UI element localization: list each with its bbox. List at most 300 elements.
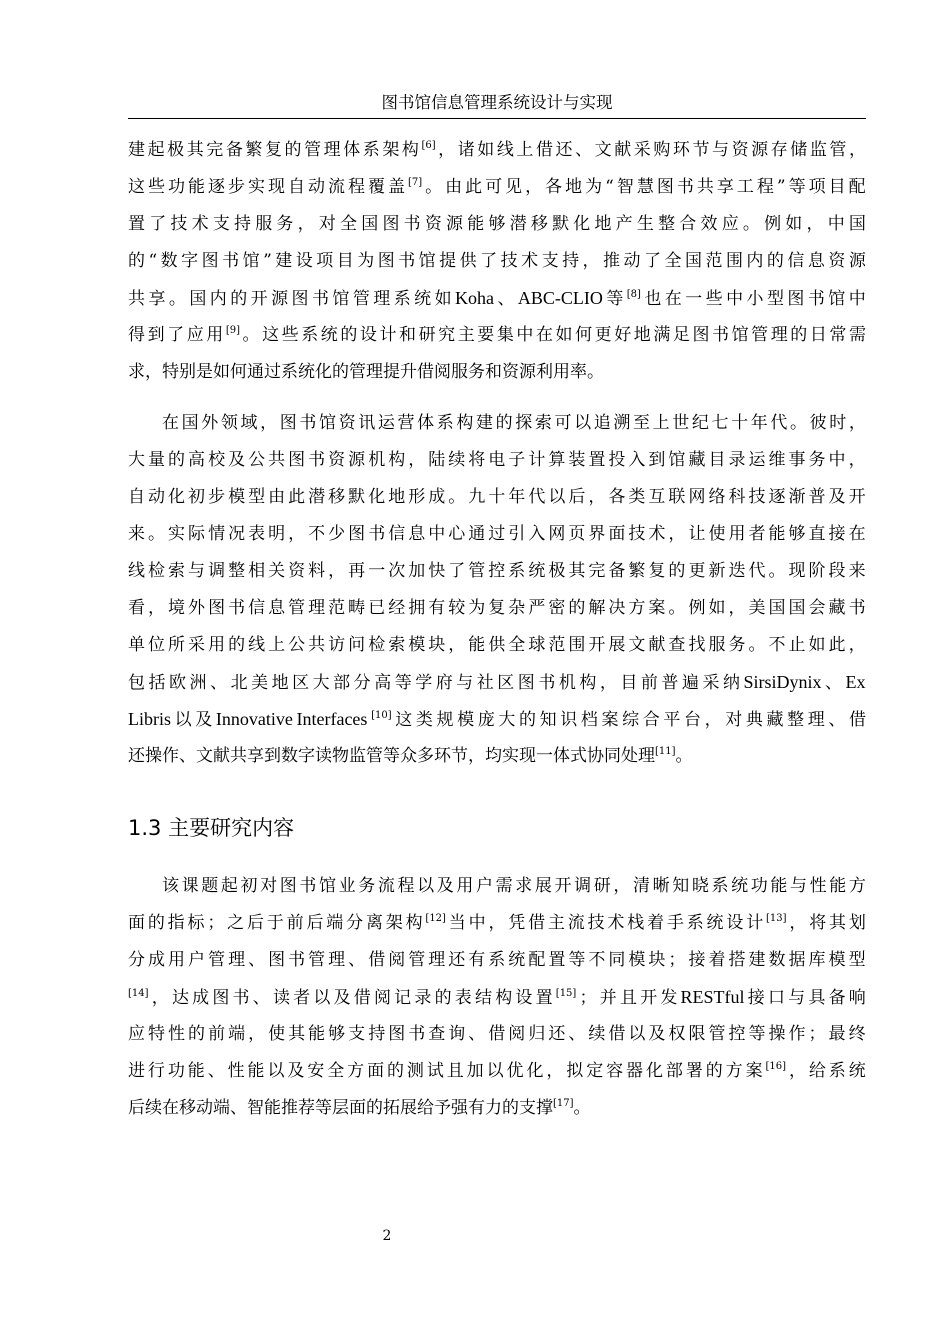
text-token: 等 [748, 1024, 766, 1044]
text-token: 题 [201, 876, 219, 896]
text-token: 理 [328, 950, 346, 970]
text-token: 调 [208, 561, 226, 581]
text-token: 离 [365, 913, 383, 933]
text-token: 系 [508, 561, 526, 581]
text-line: 进 行 功 能 、 性 能 以 及 安 全 方 面 的 测 试 且 加 以 优 化 ， 拟 定 容 器 化 部 署 的 方 案 [16] ， 给 系 统 [128, 1053, 866, 1090]
text-token: 覆 [368, 177, 385, 197]
text-token: 架 [385, 913, 403, 933]
paragraph-3 [128, 868, 866, 1127]
text-token: 搭 [728, 950, 746, 970]
text-token: 给 [808, 1061, 826, 1081]
text-token: 让 [688, 524, 706, 544]
text-token: 书 [676, 177, 694, 197]
text-token: 档 [580, 710, 598, 730]
text-token: 前 [640, 673, 658, 693]
text-token: 慧 [636, 177, 654, 197]
text-token: 普 [661, 673, 679, 693]
text-token: 等 [788, 177, 806, 197]
text-token: 界 [588, 524, 606, 544]
text-token: 户 [188, 950, 206, 970]
text-token: 美 [251, 673, 269, 693]
text-token: 国 [684, 251, 702, 271]
text-token: 共 [308, 635, 326, 655]
text-token: 洲 [189, 673, 207, 693]
text-token: 这 [128, 177, 145, 197]
text-token: 配 [528, 950, 546, 970]
text-token: 功 [750, 876, 768, 896]
text-token: 、 [248, 950, 266, 970]
text-token: 典 [745, 710, 763, 730]
text-token: 书 [288, 950, 306, 970]
text-token: 后 [568, 487, 586, 507]
text-token: 建 [275, 251, 293, 271]
text-token: 性 [809, 876, 827, 896]
text-token: 息 [268, 598, 286, 618]
text-token: 架 [382, 140, 400, 160]
text-token: 范 [328, 598, 346, 618]
text-token: 部 [665, 1061, 683, 1081]
text-token: 统 [508, 950, 526, 970]
text-token: 馆 [332, 289, 350, 309]
text-token: 效 [700, 214, 718, 234]
text-token: 合 [642, 710, 660, 730]
text-token: 方 [848, 876, 866, 896]
text-token: 可 [485, 177, 503, 197]
text-token: 资 [731, 140, 749, 160]
text-token: SirsiDynix [743, 672, 822, 692]
text-token: 况 [228, 524, 246, 544]
text-token: 模 [228, 487, 246, 507]
text-line [128, 590, 866, 627]
text-token: 平 [663, 710, 681, 730]
text-token: 且 [446, 1061, 464, 1081]
text-token: 图 [656, 177, 674, 197]
text-token: 设 [726, 913, 744, 933]
text-token: 的 [147, 913, 165, 933]
text-token: 中 [468, 913, 486, 933]
text-token: 馆 [828, 289, 846, 309]
text-token: 服 [708, 635, 726, 655]
text-token: 归 [528, 1024, 546, 1044]
text-token: 完 [206, 140, 224, 160]
text-token: 陆 [428, 450, 446, 470]
text-token: 献 [648, 635, 666, 655]
text-token: 起 [220, 876, 238, 896]
text-token: 纪 [691, 413, 709, 433]
text-token: 位 [148, 635, 166, 655]
text-token: 球 [528, 635, 546, 655]
text-token: 的 [495, 413, 513, 433]
text-token: 际 [188, 524, 206, 544]
text-token: 响 [848, 988, 866, 1008]
text-token: 会 [808, 598, 826, 618]
text-token: ， [806, 214, 824, 234]
text-token: 持 [234, 214, 252, 234]
text-token: 构 [579, 673, 597, 693]
text-token: 系 [488, 950, 506, 970]
text-token: 以 [267, 1061, 285, 1081]
text-token: 起 [147, 140, 165, 160]
text-token: 系 [436, 413, 454, 433]
text-token: 求 [515, 876, 533, 896]
text-token: 型 [248, 487, 266, 507]
text-token: 开 [848, 487, 866, 507]
text-token: 查 [428, 1024, 446, 1044]
text-token: 应 [128, 1024, 145, 1044]
text-token: 晓 [691, 876, 709, 896]
text-token: 与 [456, 673, 474, 693]
text-token: 步 [208, 487, 226, 507]
text-token: 储 [790, 140, 808, 160]
text-token: 中 [827, 214, 845, 234]
text-token: 系 [301, 325, 319, 345]
text-token: ； [808, 1024, 826, 1044]
text-token: 试 [426, 1061, 444, 1081]
text-token: “ [148, 251, 158, 271]
text-token: 动 [148, 487, 166, 507]
text-token: 完 [588, 561, 606, 581]
text-token: 所 [168, 635, 186, 655]
text-token: 默 [552, 214, 570, 234]
text-token: 可 [554, 413, 572, 433]
text-token: 程 [397, 876, 415, 896]
text-token: 对 [318, 214, 336, 234]
text-token: 初 [188, 487, 206, 507]
text-token: 务 [358, 876, 376, 896]
text-token: 以 [486, 1061, 504, 1081]
text-token: 动 [308, 177, 325, 197]
text-token: 性 [227, 1061, 245, 1081]
text-token: 也 [644, 289, 662, 309]
text-token: 置 [588, 450, 606, 470]
text-token: 、 [497, 289, 515, 309]
text-line [128, 627, 866, 664]
text-token: 图 [279, 876, 297, 896]
text-token: 等 [606, 289, 624, 309]
text-token: 信 [248, 598, 266, 618]
text-token: 极 [167, 140, 185, 160]
text-token: 设 [515, 988, 533, 1008]
text-token: 量 [148, 450, 166, 470]
text-token: 、 [210, 673, 228, 693]
text-token: 能 [308, 1024, 326, 1044]
text-token: 。 [748, 635, 766, 655]
text-token: 源 [751, 140, 769, 160]
text-token: 统 [848, 1061, 866, 1081]
text-token: 营 [397, 413, 415, 433]
text-token: 快 [428, 561, 446, 581]
text-token: 的 [128, 251, 145, 271]
text-token: ， [288, 524, 306, 544]
text-token: 程 [348, 177, 365, 197]
text-token: 机 [368, 450, 386, 470]
text-token: 源 [446, 214, 464, 234]
text-line: 面 的 指 标 ； 之 后 于 前 后 端 分 离 架 构 [12] 当 中 ， 凭 借 主 流 技 术 栈 着 手 系 统 设 计 [13] ， 将 其 划 [128, 905, 866, 942]
text-token: 图 [268, 950, 286, 970]
text-token: 设 [359, 325, 377, 345]
text-token: 计 [379, 325, 397, 345]
text-token: ， [789, 913, 807, 933]
text-token: 献 [614, 140, 632, 160]
text-line [128, 354, 866, 391]
text-token: 理 [323, 140, 341, 160]
text-token: 心 [448, 524, 466, 544]
text-token: 方 [725, 1061, 743, 1081]
text-token: 应 [186, 325, 204, 345]
text-token: 术 [521, 251, 539, 271]
text-token: 彼 [809, 413, 827, 433]
text-token: ， [151, 988, 169, 1008]
text-token: 及 [287, 1061, 305, 1081]
text-token: 备 [828, 988, 846, 1008]
text-token: 北 [230, 673, 248, 693]
text-token: 诸 [457, 140, 475, 160]
text-token: 录 [728, 450, 746, 470]
text-token: 标 [187, 913, 205, 933]
text-token: 九 [468, 487, 486, 507]
text-token: 和 [399, 325, 417, 345]
text-token: 不 [588, 950, 606, 970]
text-line [128, 553, 866, 590]
text-token: ； [207, 913, 225, 933]
text-token: 再 [348, 561, 366, 581]
text-token: 目 [620, 673, 638, 693]
text-token: 讯 [358, 413, 376, 433]
text-token: 移 [530, 214, 548, 234]
text-token: 集 [496, 325, 514, 345]
text-token: 控 [488, 561, 506, 581]
text-token: “ [605, 177, 614, 197]
text-token: 一 [685, 289, 703, 309]
text-token: 内 [746, 251, 764, 271]
text-token: 能 [468, 635, 486, 655]
text-token: 购 [653, 140, 671, 160]
text-token: 地 [388, 487, 406, 507]
text-token: 以 [548, 487, 566, 507]
text-token: 书 [299, 413, 317, 433]
text-token: 七 [711, 413, 729, 433]
text-token: 书 [408, 1024, 426, 1044]
text-token: 共 [268, 450, 286, 470]
text-token: 流 [567, 913, 585, 933]
text-token: 潜 [509, 214, 527, 234]
text-token: 统 [320, 325, 338, 345]
text-token: 源 [348, 450, 366, 470]
text-token: 权 [668, 1024, 686, 1044]
text-token: 提 [439, 251, 457, 271]
text-token: 与 [188, 561, 206, 581]
text-token: 整 [787, 710, 805, 730]
text-token: 用 [728, 524, 746, 544]
text-token: 统 [731, 876, 749, 896]
text-line: 这 些 功 能 逐 步 实 现 自 动 流 程 覆 盖 [7] 。 由 此 可 见 ， 各 地 为 “ 智 慧 图 书 共 享 工 程 ” 等 项 目 配 [128, 169, 866, 206]
text-token: 求，特别是如何通过系统化的管理提升借阅服务和资源利用率。 [128, 362, 604, 382]
text-token: 优 [506, 1061, 524, 1081]
text-token: 、 [575, 140, 593, 160]
text-token: ， [588, 487, 606, 507]
text-token: 书 [403, 214, 421, 234]
text-token: 、 [468, 1024, 486, 1044]
text-token: 当 [448, 913, 466, 933]
text-token: ， [848, 450, 866, 470]
text-token: 备 [225, 140, 243, 160]
text-token: 围 [568, 635, 586, 655]
text-line [128, 405, 866, 442]
text-token: 。 [742, 214, 760, 234]
text-token: 支 [212, 214, 230, 234]
text-token: 书 [228, 598, 246, 618]
text-token: ， [260, 413, 278, 433]
text-token: 系 [686, 913, 704, 933]
text-token: 技 [500, 251, 518, 271]
text-token: ； [668, 950, 686, 970]
text-token: 息 [807, 251, 825, 271]
text-token: 着 [647, 913, 665, 933]
text-token: 问 [348, 635, 366, 655]
text-token: 过 [488, 524, 506, 544]
text-token: 面 [367, 1061, 385, 1081]
text-token: 国 [848, 214, 866, 234]
text-token: 库 [808, 950, 826, 970]
text-token: 清 [633, 876, 650, 896]
text-token: 网 [688, 487, 706, 507]
text-token: 能 [768, 524, 786, 544]
text-token: ， [488, 913, 506, 933]
text-token: 操 [768, 1024, 786, 1044]
text-token: 型 [848, 950, 866, 970]
text-token: 置 [128, 214, 145, 234]
text-token: 更 [594, 325, 612, 345]
text-token: 采 [633, 140, 651, 160]
text-token: 代 [770, 413, 788, 433]
text-token: 术 [191, 214, 209, 234]
text-token: 十 [731, 413, 749, 433]
text-token: 馆 [418, 251, 436, 271]
text-token: 栈 [627, 913, 645, 933]
text-token: 面 [608, 524, 626, 544]
text-token: 化 [645, 1061, 663, 1081]
text-token: 开 [588, 635, 606, 655]
text-token: 后 [306, 913, 324, 933]
text-token: ， [788, 1061, 806, 1081]
text-token: 索 [388, 635, 406, 655]
text-token: ， [599, 673, 617, 693]
text-token: 务 [808, 450, 826, 470]
text-token: 行 [147, 1061, 165, 1081]
text-token: 的 [228, 635, 246, 655]
text-token: 源 [271, 289, 289, 309]
text-token: 年 [508, 487, 526, 507]
text-token: 对 [260, 876, 278, 896]
text-token: 美 [748, 598, 766, 618]
text-token: 查 [668, 635, 686, 655]
text-token: 此 [288, 487, 306, 507]
text-token: 如 [555, 325, 573, 345]
text-token: 繁 [628, 561, 646, 581]
text-token: 范 [548, 635, 566, 655]
text-token: 默 [348, 487, 366, 507]
text-token: 杂 [508, 598, 526, 618]
text-token: 术 [648, 524, 666, 544]
text-token: 录 [414, 988, 432, 1008]
text-token: 定 [586, 1061, 604, 1081]
text-token: 续 [588, 1024, 606, 1044]
text-token: 图 [212, 988, 230, 1008]
text-token: ， [728, 598, 746, 618]
text-line: 得 到 了 应 用 [9] 。 这 些 系 统 的 设 计 和 研 究 主 要 集 中 在 如 何 更 好 地 满 足 图 书 馆 管 理 的 日 常 需 [128, 317, 866, 354]
text-token: 了 [448, 561, 466, 581]
text-token: Innovative [215, 709, 293, 729]
text-token: 地 [594, 214, 612, 234]
text-token: 围 [725, 251, 743, 271]
text-token: 中 [828, 450, 846, 470]
text-token: 管 [208, 950, 226, 970]
text-token: 支 [348, 1024, 366, 1044]
text-token: 馆 [242, 251, 260, 271]
text-token: 次 [388, 561, 406, 581]
text-token: 者 [748, 524, 766, 544]
text-token: 识 [560, 710, 578, 730]
text-token: 关 [268, 561, 286, 581]
text-token: 欧 [169, 673, 187, 693]
text-token: 及 [828, 487, 846, 507]
text-token: 好 [614, 325, 632, 345]
text-token: 环 [672, 140, 690, 160]
text-token: 图 [201, 251, 219, 271]
text-token: 享 [716, 177, 734, 197]
text-token: 凭 [508, 913, 526, 933]
text-token: 络 [708, 487, 726, 507]
text-token: 小 [746, 289, 764, 309]
text-token: 成 [428, 487, 446, 507]
text-token: 能 [467, 214, 485, 234]
text-token: 。 [148, 524, 166, 544]
text-token: 年 [750, 413, 768, 433]
text-token: 书 [232, 988, 250, 1008]
text-token: 的 [230, 289, 248, 309]
text-token: 书 [807, 289, 825, 309]
text-token: 的 [188, 1024, 206, 1044]
text-token: 使 [268, 1024, 286, 1044]
text-token: 步 [228, 177, 245, 197]
text-token: 产 [615, 214, 633, 234]
text-token: 系 [828, 1061, 846, 1081]
text-token: 索 [168, 561, 186, 581]
text-token: 找 [688, 635, 706, 655]
text-token: 发 [660, 988, 678, 1008]
text-token: 资 [328, 450, 346, 470]
text-token: 装 [568, 450, 586, 470]
text-token: 供 [459, 251, 477, 271]
text-token: 实 [168, 524, 186, 544]
text-token: 为 [468, 598, 486, 618]
text-token: 能 [247, 1061, 265, 1081]
text-line [128, 1016, 866, 1053]
text-token: 书 [299, 876, 317, 896]
text-token: 建 [748, 950, 766, 970]
text-token: 后 [246, 913, 264, 933]
text-token: 如 [785, 214, 803, 234]
text-token: 此 [828, 635, 846, 655]
text-token: 源 [848, 251, 866, 271]
text-token: 科 [728, 487, 746, 507]
text-token: 内 [209, 289, 227, 309]
text-token: 些 [705, 289, 723, 309]
text-token: 方 [347, 1061, 365, 1081]
text-token: 中 [726, 289, 744, 309]
text-token: 更 [688, 561, 706, 581]
text-token: 的 [568, 598, 586, 618]
